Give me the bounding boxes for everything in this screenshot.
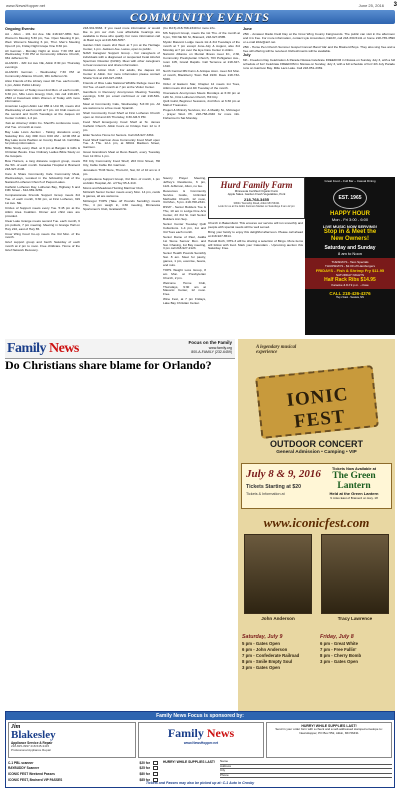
order-checkbox[interactable] <box>153 766 158 770</box>
bar-t2: THURSDAYS - $2.00 off Hamburgers <box>325 264 375 268</box>
event-paragraph: Bow Hunters, a long distance support group, meets the 5th. of each month. Kanadas Hospital in Brainerd 218-927-2146. <box>5 159 80 171</box>
day1-act: 5 pm - Gates Open <box>242 641 280 646</box>
event-paragraph: 6th - Freedom Day Celebration & Parade Nisswa Celebrate FREEDOM in Nisswa on Sunday July 3, with a full schedule of fun! Celebrate FREEDOM in Nisswa on Sunday, July 3, with a full schedule of fun! 4th July Parade runs on Garrison Bay. Mille Lacs Lake. Call 218-851-2369. <box>243 58 395 71</box>
event-paragraph: ALANON - 320 1st Ave NE, Aitkin 8:30 pm Thursday evenings. <box>5 61 80 70</box>
caption-2: Tracy Lawrence <box>337 616 373 621</box>
event-paragraph: Harold Roth, OHS-3 will be sharing a selection of Bingo. More items will follow with food. Mark your Calendars - Upcoming auction this Saturday. Free. <box>208 238 303 251</box>
fest-green-lantern <box>320 467 388 500</box>
event-paragraph: Clear Lake Grange meets second Tue. each month, 6 pm potluck, 7 pm meeting. Meeting in Grange Hall on Hwy 210, east of Hwy 65. <box>5 218 80 231</box>
subscribe-ad <box>266 722 392 758</box>
event-paragraph: Project & Ministry Services, Inc. & Maddy St., McGregor - prayer Wed. Ph. 218-768-2340 for more info. Fishermen's Sat Monday. <box>163 108 240 121</box>
lineup-friday <box>320 634 395 665</box>
day2-heading: Friday, July 8 <box>320 634 354 640</box>
order-row <box>8 760 158 766</box>
order-price: $25 for <box>139 766 150 771</box>
event-paragraph: Grief support group and fourth Saturday of each month at 2 pm to noon. Free childcare. Home of the Grief Network Recovery. <box>5 240 80 253</box>
bar-cta2: New Owners! <box>330 236 369 242</box>
order-price: $85 for <box>139 777 150 782</box>
grn3: Held at the Green Lantern <box>329 491 379 496</box>
event-paragraph: Order of Eastern Star, Chapter 12 meets 1st Tues, Aitkin meets 2nd and 4th Tuesday of the month. <box>163 81 240 90</box>
event-paragraph: Wine Fest, at 7 pm Fridays, Lake Bay Christian Center. <box>163 297 206 306</box>
bar-happy-hour: HAPPY HOUR <box>330 211 370 217</box>
event-paragraph: Elder Service Home for Seniors. Call 218-927-3364. <box>83 132 155 137</box>
day2-act: 3 pm - Gates Open <box>320 659 358 664</box>
event-paragraph: Resources & Community Service Guide, Unlimited Methodist Church, 12 noon, 3rd Mon., 5 pm. 218-768-2341. <box>163 188 206 205</box>
iconic-fest-ad <box>238 339 395 714</box>
event-paragraph: North Central MN Farm & Antique Assn. meet 3rd Mon. of month, Blackberry Town Hall 1930. Dave 218-732-5020. <box>163 69 240 81</box>
event-paragraph: Senior Dame of Paul, Jadda 1st Stone Sensor Mon. and Sat. Chasing, 1st Bay meeting, 3 pm call 218-927-2123. <box>163 234 206 251</box>
fest-dates: July 8 & 9, 2016 <box>246 468 321 480</box>
day2-act: 6 pm - Great White <box>320 641 358 646</box>
order-row <box>8 771 158 777</box>
event-paragraph: All German - Monday Night at Lisco 7:30 PM and Wednesday 7:30 PM at Community Alliance Church, 961 Jefferson St. <box>5 48 80 61</box>
photo-john-anderson <box>244 534 312 614</box>
bar-est-logo: EST. 1965 <box>333 187 367 209</box>
event-paragraph: Bible Study every Wed. at 6 pm at Bargain & Gifts & Christian Books. Free Ordinary Ladies Bible Study on the Gospels. <box>5 146 80 159</box>
day2-act: 7 pm - Free Fallin' <box>320 647 357 652</box>
fest-outdoor-concert: OUTDOOR CONCERT <box>270 439 363 449</box>
event-paragraph: 'Ask an Attorney' Aitkin Co. Sheriff's conference room, 2nd Tue. of month at noon. <box>5 120 80 129</box>
fest-tickets: Tickets Starting at $20 <box>246 484 301 490</box>
hurd-name: Hurd Family Farm <box>220 180 293 190</box>
column-events-2 <box>83 27 160 337</box>
hurd-line2: Apple Sales. Garden Fresh Vegetables, Pork <box>227 192 286 197</box>
event-paragraph: Savory Prayer Meeting, Jeffrey's Residence, 6 pm, 1121 Jefferson, Alton, no fee. <box>163 177 206 188</box>
day2-act: 8 pm - Cherry Bomb <box>320 653 362 658</box>
jim-5: Professional Appliance Repair <box>11 747 52 752</box>
lineup-saturday <box>242 634 318 671</box>
sub-2: Send in your order form with a check and a self-addressed stamped envelope to: NewsHopper, PO Box 552, Aitkin, MN 56431 <box>275 727 383 735</box>
event-paragraph: Senior Health Pounds Sensibly Sat. 8 am. Meet for pastry, games, 1 pm, exercise, beans, and nuts. <box>163 251 206 268</box>
event-paragraph: Gamblers in Recovery Anonymous Meeting Tuesday evenings, 6:30 pm email confirmed or call 218-546-5057. <box>83 89 160 102</box>
article-column-3 <box>159 376 235 708</box>
event-paragraph: (Co Rd 6) 218-768-2340 for more info. <box>163 27 216 30</box>
form-address[interactable]: Address <box>220 765 392 770</box>
event-paragraph: Meal at Community Cafe, Wednesday, 5-6:30 pm. All are welcome to a free meal. Spanish. <box>83 102 160 111</box>
column-ongoing-events <box>5 27 80 337</box>
event-paragraph: 25th - Amateur Radio Field Day at the Crow Wing County Fairgrounds. The public can visit in the afternoon and it is free. For more information, contact Lyle Amundson, KE0JV, call 218-330-5141 or home 218-765-3590 or e-mail k0dv@arrl.net. <box>243 31 395 44</box>
section-heading: June <box>243 27 252 31</box>
bar-cta1: Stop in & Meet the <box>323 229 377 235</box>
fest-ticket-text: IONIC FEST <box>285 383 350 433</box>
event-paragraph: Jerusalem Thrift Store, Thurs-Fri, Sat, Fri of 10 am to 4 pm. <box>83 167 160 176</box>
event-paragraph: Welcome Home Club, Thursdays, 9:30 am at Masonic Center, 12 noon. Free. <box>163 280 206 297</box>
event-paragraph: Church in Bakersfield. This ensures our service will run smoothly and people with special needs will be well served. <box>208 222 303 229</box>
fn2-logo <box>139 726 263 741</box>
event-paragraph: ALANON German - Wednesday 7:30 PM at Community Alliance Church, 961 Jefferson St. <box>5 70 80 78</box>
fest-dates-box <box>241 463 392 509</box>
logo-family: Family <box>7 341 46 356</box>
order-checkbox[interactable] <box>153 761 158 765</box>
article-column-1 <box>5 376 79 708</box>
event-paragraph: Great Grandma's Meal at Reno Beach, every Tuesday from 11:30 to 1 pm. <box>83 150 160 159</box>
sponsor-title: Family News Focus is sponsored by: <box>6 712 394 720</box>
caption-1: John Anderson <box>261 616 295 621</box>
event-paragraph: Quilt Guild, Beginner Sessions, 2nd Mon. at 6:30 pm at Mall of Treasures. <box>163 99 240 108</box>
event-paragraph: Friends of Rice Lake National Wildlife Refuge meet the 3rd Tue. of each month at 7 pm at the Visitor Center. <box>83 80 160 89</box>
jim-4: 218-825-3997 218-545-3415 <box>11 744 50 748</box>
grn1: Tickets Now Available at <box>332 467 376 471</box>
grn2: The Green Lantern <box>332 471 376 491</box>
order-item: RAYBUDDY Scanner <box>8 766 40 771</box>
fest-url[interactable]: www.iconicfest.com <box>263 515 370 530</box>
family-news-logo <box>7 341 79 357</box>
focus-title: Focus on the Family <box>188 340 232 345</box>
event-paragraph: RSVP - Senior Builders Tue & Thu, 10 am in Lodge Fine Arts Center, 23 3rd St. Call Senior Builders Ann Sep. <box>163 205 206 222</box>
section-heading: July <box>243 53 251 58</box>
fest-lineup <box>238 634 395 704</box>
form-phone[interactable]: Phone <box>220 774 392 779</box>
bar-hh-times: Mon - Fri 3:00 - 6:00 <box>331 217 369 222</box>
fest-ticket-logo <box>255 365 379 439</box>
bar-t4: SATURDAY NIGHTS <box>335 273 364 277</box>
column-events-3-continued <box>163 177 206 337</box>
bar-top: Great Food ~ Full Bar ~ Casual Dining <box>324 179 376 183</box>
fest-photos <box>244 534 389 626</box>
column-events-5 <box>208 222 303 335</box>
form-name[interactable]: Name <box>220 760 392 765</box>
jim-blakesley-ad <box>8 722 136 758</box>
event-paragraph: Overeaters Anonymous Meets Mondays at 6:30 pm at 12th St., First Lutheran Church, Hill City. <box>163 90 240 99</box>
event-paragraph: Narcotic Alliance on Mental Illness meet Fri., 2:30, Community Presbyterian Church, 703 Pohlgarten Ave., room 105, Grand Rapids. Call Terrence at 218-327-1310. <box>163 52 240 69</box>
fn2-url[interactable]: www.NewsHopper.net <box>183 741 219 745</box>
hurd-family-farm-ad <box>208 177 305 219</box>
order-item: ICONIC FEST Weekend Passes <box>8 771 55 776</box>
event-paragraph: Hill City Community Food Shelf, 203 First Street, Hill City, Cable Cable Rd. Garrison. <box>83 159 160 167</box>
fest-info: Tickets & Information at <box>246 492 285 496</box>
bar-live: LIVE MUSIC NOW SERVING! <box>322 224 378 229</box>
day1-act: 8 pm - Smile Empty Soul <box>242 659 293 664</box>
section-heading: Ongoing Events: <box>5 27 36 31</box>
event-paragraph: Circles of Support meets every Tue. 5:45 pm at the Aitkin Area Coalition. Dinner and child care are provided. <box>5 206 80 218</box>
event-paragraph: TOPS Weight Loss Group, 8 am Mon. at Presbyterian Church, 2 pm. <box>163 267 206 280</box>
event-paragraph: Food Shelf Garrison Area Community Food Shelf open Tue. & Thu. 12-1 pm, at 36941 Madison Street, Garrison. <box>83 137 160 150</box>
event-paragraph: American Legion Aitkin Lac #86 & Unit 86, meets 2nd Wednesday of each month at 7 pm. Art Club meets on the second and fourth Tuesdays at the Jaques Art Center in Aitkin, 1-3 pm. <box>5 104 80 121</box>
column-events-3 <box>163 27 240 175</box>
focus-phone: 800-A-FAMILY (232-6459) <box>191 350 232 354</box>
photo-tracy-lawrence <box>321 534 389 614</box>
hurd-phone: 218-768-3455 <box>244 196 269 202</box>
order-checkbox[interactable] <box>153 772 158 776</box>
bar-t6: Karaoke & DJ 9 p.m. - close <box>331 283 369 287</box>
hurry-note: HURRY! WHILE SUPPLIES LAST! <box>162 760 216 764</box>
fn2-a: Family <box>167 726 204 740</box>
event-paragraph: Lymphedema Support Group, 3rd Mon. of month, 1 pm at Aitkin Hospital, Ah. of Hwy 65 & 210. <box>83 176 160 185</box>
bar-specials <box>305 258 395 289</box>
jim-1: Jim <box>11 724 21 730</box>
grn4: 9 miles East of Brainerd on Hwy. 18 <box>330 496 378 500</box>
sub-1: HURRY! WHILE SUPPLIES LAST! <box>301 724 357 728</box>
event-paragraph: 218-931-5663. If you need more information or would like to join our club. Low affordable hearings are available to those who qualify. For more information call Jo Basil Leys at 218-546-5057. <box>83 27 160 42</box>
event-paragraph: Mystic Masonic Lodge meets 1st & 3rd Tuesdays of the month at 7 pm except June-July & August, also 3rd Monday at 7 pm over the Eye Care Center in Aitkin. <box>163 39 240 52</box>
column-june-july <box>243 27 395 175</box>
event-paragraph: Compassionate Friends Support Group meets 3rd Tue. of each month, 6:30 pm, at First Lutheran, 319 1st Ave. NE. <box>5 193 80 206</box>
bar-restaurant-ad <box>305 177 395 335</box>
bar-sat: Saturday and Sunday <box>324 245 376 251</box>
order-row <box>8 766 158 772</box>
order-form <box>220 760 392 778</box>
event-paragraph: McGregor TOPS (Take off Pounds Sensibly) meets Thu., 4 pm weigh in, 4:30 meeting, Minnesota Sportsmen's Club, Grattarelli St. <box>83 199 160 212</box>
event-paragraph: Senior Center Tuesday Quilt Collections. 1-4 pm, 1st and 3rd Tues each month. <box>163 221 206 234</box>
event-paragraph: AA - Alton - 101 1st Ave. NE 218-927-3651 Sun. Women's Meeting 5:30 pm, Tue. Open Meeting 8 pm, Wed. Women's Meeting 6 pm, Thur. Men's Meeting Open 8 pm, Friday Night Grape Vine 8:30 pm. <box>5 31 80 48</box>
family-news-ad <box>138 722 264 758</box>
event-paragraph: Alton Friends of the Library meet 4th Tue. each month, 1 pm, Aitkin Public Library. <box>5 78 80 87</box>
event-paragraph: McGrath Senior Center meets every Mon. 14 pm, cards & games, all are welcome. <box>83 190 160 199</box>
event-paragraph: Care & Share Community Cafe Community Meal, Wednesdays, Located in the fellowship hall of the Nazareth Lutheran Church of Pequot Lakes. <box>5 171 80 184</box>
day1-act: 7 pm - Confederate Railroad <box>242 653 300 658</box>
event-paragraph: Garden Club meets 2nd Wed. at 7 pm at the Heritage Center, 1 pm. Jackson Ave. Lasso, open to public. <box>83 42 160 51</box>
hurd-line4: Look for us at the Aitkin Farmers Market on Saturdays 9 am-12 pm <box>218 204 295 208</box>
community-events-banner: COMMUNITY EVENTS <box>5 10 395 24</box>
fn2-b: News <box>206 726 235 740</box>
site-url: www.NewsHopper.net <box>6 3 46 8</box>
event-paragraph: NAMI Caregiver Support Group - For caregivers of individuals with a diagnosed or suspected Fetal Alcohol Spectrum Disorder (FASD). Meet with other caregivers to hear resources and share information. <box>83 51 160 68</box>
page-number: 3 <box>393 2 397 8</box>
day1-heading: Saturday, July 9 <box>242 634 283 640</box>
ticket-order-list <box>8 760 158 782</box>
day1-act: 3 pm - Gates Open <box>242 665 280 670</box>
event-paragraph: Catholic Lutheran Day, Lutheran Bay, Highway 6 and Fifth Street - 612-669-3269. <box>5 184 80 193</box>
event-paragraph: 25th - Horse Pen Church Summer Gospel Concert Band 'Ida' and the Brainerd Boys. They also sing free and a free will offering will be received. Refreshments will be available. <box>243 44 395 53</box>
fest-tagline: A legendary musical experience <box>256 345 297 356</box>
sponsor-footer: Tickets and Passes may also be picked up at: C-1 Auto in Crosby <box>145 781 255 785</box>
bar-t5: Half Rack Ribs $14.95 <box>324 277 376 283</box>
bar-t1: TUESDAYS - Taco Specials <box>331 260 369 264</box>
event-paragraph: Bring your family to enjoy this delightful afternoon. Please call ahead at 218-927-6514. <box>208 229 303 238</box>
order-item: C-1 PBL scanner <box>8 760 34 765</box>
focus-on-family <box>188 341 232 355</box>
event-paragraph: Outdoors Action Club - For adults, the Jaques Art Center in Aitkin. For more information please contact Sheila York at 218-927-2363. <box>83 68 160 80</box>
day1-act: 6 pm - John Anderson <box>242 647 288 652</box>
hurd-line3: 30641 Township Road, Aitkin MN 56431 <box>233 201 280 205</box>
event-paragraph: Aitkin Women of Today meet 2nd Mon. of each month, 6:30 pm, Milo Lions Energy Club, info call 218-927-2563 or Facebook Aitkin Women of Today with more information. <box>5 87 80 104</box>
event-paragraph: Moms and Meadows Hunting Marriner Club. <box>83 185 144 190</box>
event-paragraph: MS Support Group, meets the 1st Thu. of the month at 6 pm, 700 NE 6th St, Brainerd, 218-927-6585. <box>163 30 240 39</box>
order-item: ICONIC FEST, Brainerd VIP PASSES <box>8 777 63 782</box>
event-paragraph: Bay Lake Lions Auction - Taking donations every Saturday thru July 30th from 9:00 AM - 12:00 PM at Bay Lake Lions Pavilion on County Road 14. Call Mike for pickup information. <box>5 129 80 146</box>
family-news-header <box>5 339 235 359</box>
bar-t3: FRIDAYS - Fish & Shrimp Fry $11.95 <box>315 268 385 273</box>
event-paragraph: Food Shelf Emergency Food Shelf at St. James Catholic Church. Aitkin hours on Fridays from 12 to 3 pm. <box>83 119 160 132</box>
article-headline: Do Christians share blame for Orlando? <box>5 358 212 372</box>
event-paragraph: Shell Community Food Shelf at First Lutheran Church open on 3rd and 4th Thursday, 9:30 AM-5 PM. <box>83 111 160 120</box>
form-city[interactable]: City <box>220 769 392 774</box>
logo-news: News <box>49 341 79 356</box>
bar-sat2: 8 am to Noon <box>337 251 362 256</box>
jim-3: Appliance Service & Repair <box>11 741 53 745</box>
bar-call: CALL 218-426-4376 <box>329 291 371 296</box>
bar-tiny: Hwy 2 East - Swatara, MN <box>335 296 365 299</box>
event-paragraph: Crow Wing Food Co-op meets the 3rd Mon. of the month. <box>5 231 80 240</box>
article-column-2 <box>82 376 156 708</box>
sponsor-box <box>5 711 395 788</box>
focus-url: www.family.org <box>208 345 232 350</box>
order-price: $20 for <box>139 760 150 765</box>
issue-date: June 25, 2016 <box>358 3 384 8</box>
jim-2: Blakesley <box>11 729 56 741</box>
fest-admission: General Admission • Camping • VIP <box>276 450 357 455</box>
hurd-line1: Minnesota Certified Organic Farm <box>234 189 279 193</box>
order-price: $80 for <box>139 771 150 776</box>
